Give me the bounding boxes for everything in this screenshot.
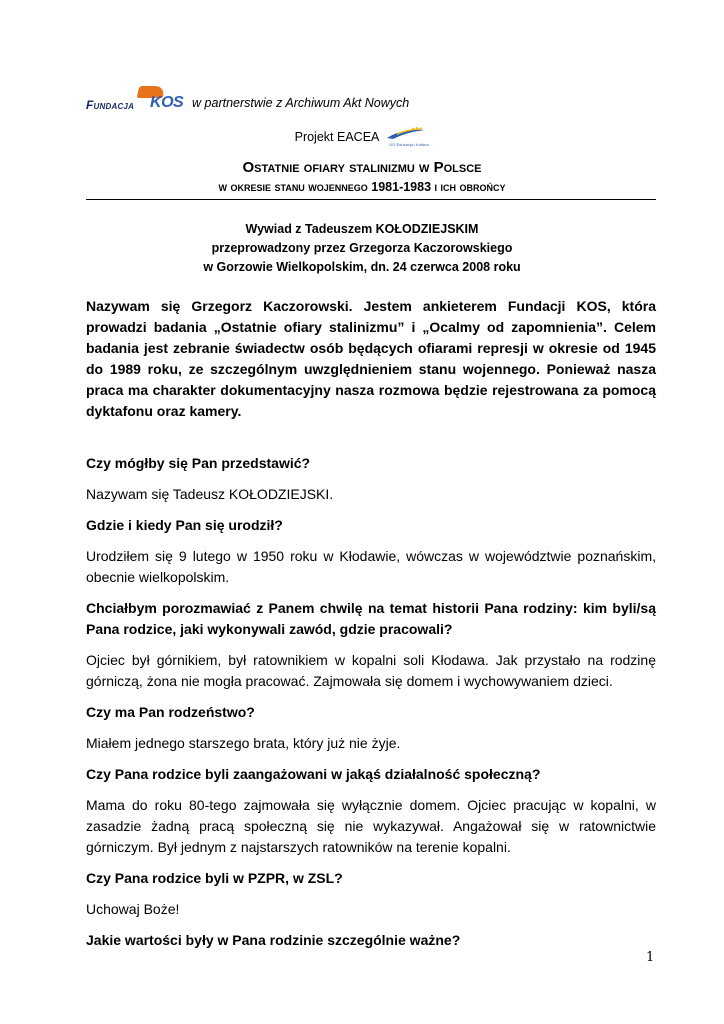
header-line [86,86,409,112]
interview-interviewer: przeprowadzony przez Grzegorza Kaczorowskiego [211,241,513,255]
question-4: Czy ma Pan rodzeństwo? [86,704,255,720]
interview-info [0,220,724,277]
answer-3: Ojciec był górnikiem, był ratownikiem w kopalni soli Kłodawa. Jak przystało na rodzinę górniczą, żona nie mogła pracować. Zajmowała się domem i wychowywaniem dzieci. [86,652,656,689]
eacea-logo-caption: DG Edukacja i Kultura [389,142,429,147]
answer-4: Miałem jednego starszego brata, który już nie żyje. [86,735,401,751]
title-line-2: w okresie stanu wojennego 1981-1983 i ich obrońcy [218,180,506,194]
eacea-swoosh-icon [383,126,429,142]
kos-logo-text: KOS [150,94,184,111]
answer-5: Mama do roku 80-tego zajmowała się wyłącznie domem. Ojciec pracując w kopalni, w zasadzie żadną pracą społeczną się nie wykazywał. Angażował się w ratownictwie górniczym. Był jednym z najstarszych ratowników na terenie kopalni. [86,797,656,855]
page-number: 1 [646,950,655,965]
question-6: Czy Pana rodzice byli w PZPR, w ZSL? [86,870,343,886]
answer-2: Urodziłem się 9 lutego w 1950 roku w Kłodawie, wówczas w województwie poznańskim, obecnie wielkopolskim. [86,548,656,585]
question-2: Gdzie i kiedy Pan się urodził? [86,517,283,533]
intro-paragraph: Nazywam się Grzegorz Kaczorowski. Jestem ankieterem Fundacji KOS, która prowadzi badania „Ostatnie ofiary stalinizmu” i „Ocalmy od zapomnienia”. Celem badania jest zebranie świadectw osób będących ofiarami represji w okresie od 1945 do 1989 roku, ze szczególnym uwzględnieniem stanu wojennego. Ponieważ nasza praca ma charakter dokumentacyjny nasza rozmowa będzie rejestrowana za pomocą dyktafonu oraz kamery. [86,298,656,419]
project-label: Projekt EACEA [294,130,380,144]
title-line-1: Ostatnie ofiary stalinizmu w Polsce [242,159,482,176]
question-5: Czy Pana rodzice byli zaangażowani w jakąś działalność społeczną? [86,766,541,782]
question-3: Chciałbym porozmawiać z Panem chwilę na temat historii Pana rodziny: kim byli/są Pana rodzice, jaki wykonywali zawód, gdzie pracowali? [86,600,656,637]
eacea-line [0,126,724,148]
title-divider [86,199,656,200]
question-7: Jakie wartości były w Pana rodzinie szczególnie ważne? [86,932,461,948]
interview-subject: Wywiad z Tadeuszem KOŁODZIEJSKIM [245,222,479,236]
question-1: Czy mógłby się Pan przedstawić? [86,455,311,471]
partnership-text: w partnerstwie z Archiwum Akt Nowych [192,96,410,110]
kos-logo [136,86,188,112]
fundacja-label: Fundacja [86,98,135,112]
answer-1: Nazywam się Tadeusz KOŁODZIEJSKI. [86,486,334,502]
answer-6: Uchowaj Boże! [86,901,180,917]
qa-section [86,453,656,961]
interview-place-date: w Gorzowie Wielkopolskim, dn. 24 czerwca 2008 roku [203,260,521,274]
eacea-logo [383,126,429,148]
